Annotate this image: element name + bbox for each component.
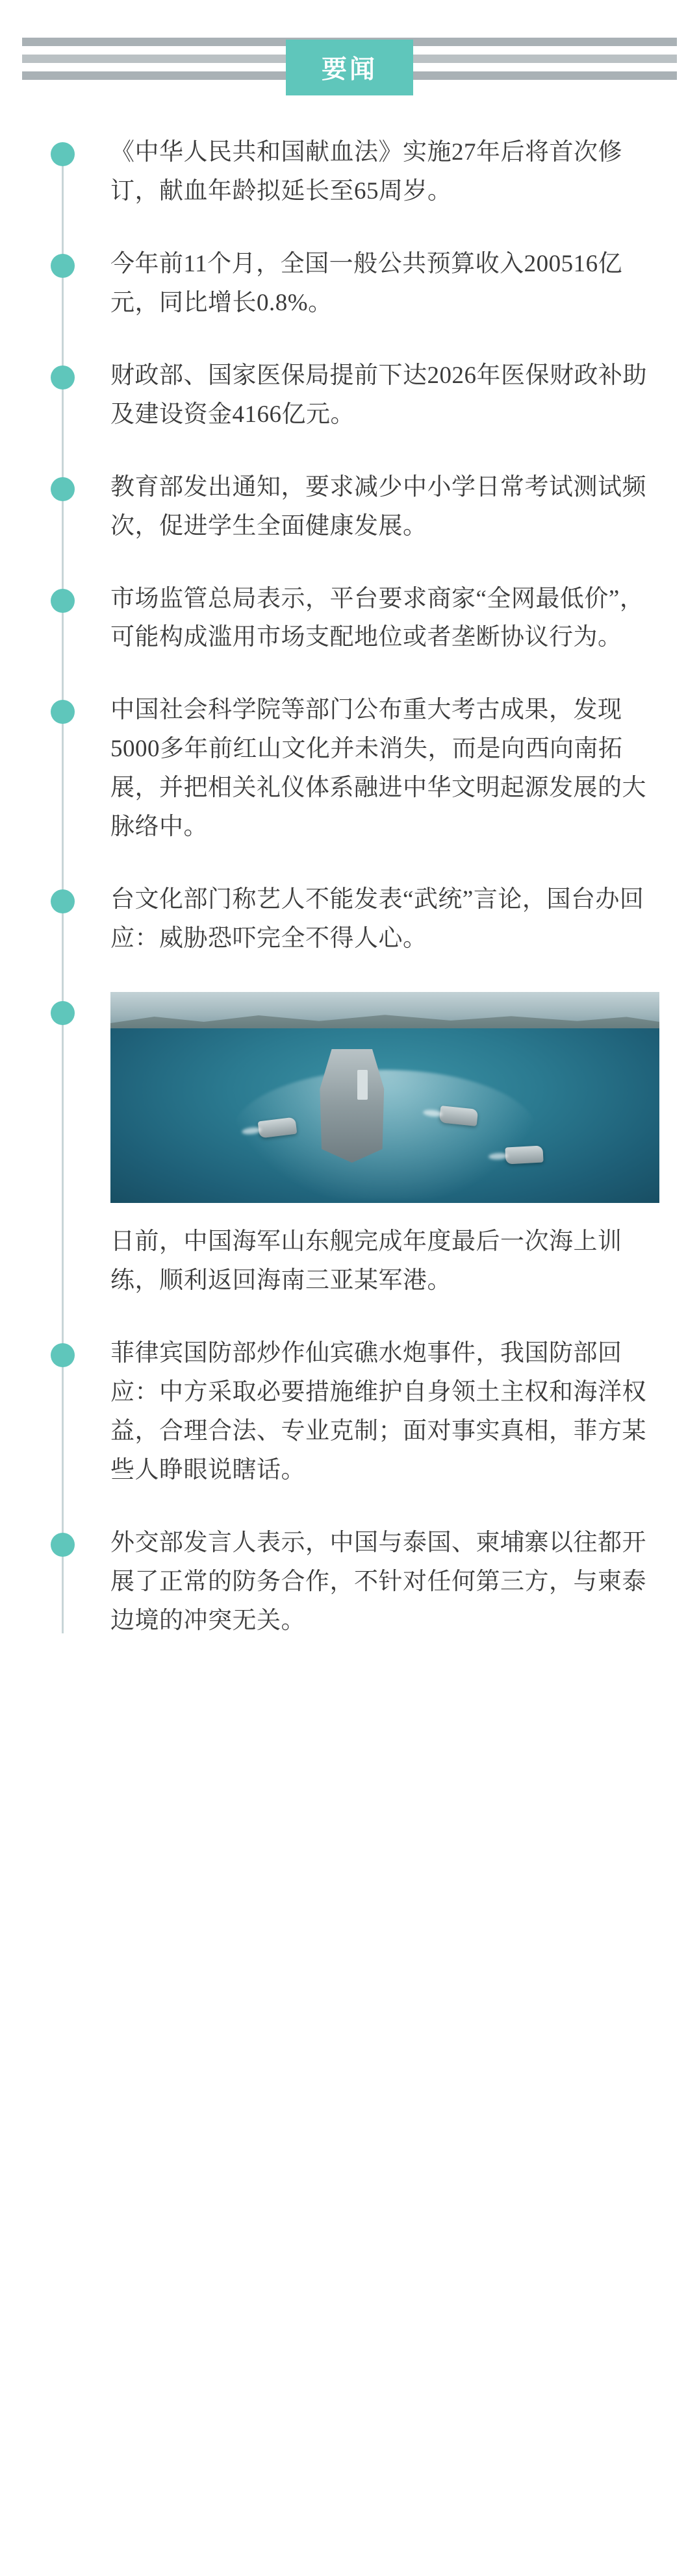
- news-text: 菲律宾国防部炒作仙宾礁水炮事件，我国防部回应：中方采取必要措施维护自身领土主权和海洋权益，合理合法、专业克制；面对事实真相，菲方某些人睁眼说瞎话。: [110, 1339, 646, 1483]
- list-item: [0, 1524, 660, 1641]
- timeline-dot-icon: [51, 889, 75, 913]
- timeline-dot-icon: [51, 365, 75, 390]
- news-text: 市场监管总局表示，平台要求商家“全网最低价”，可能构成滥用市场支配地位或者垄断协议行为。: [110, 585, 644, 651]
- news-text: 教育部发出通知，要求减少中小学日常考试测试频次，促进学生全面健康发展。: [110, 473, 646, 539]
- list-item: [0, 992, 660, 1300]
- page-title: 要闻: [286, 40, 413, 95]
- news-text: 今年前11个月，全国一般公共预算收入200516亿元，同比增长0.8%。: [110, 250, 623, 316]
- timeline-dot-icon: [51, 1001, 75, 1025]
- escort-ship-icon: [505, 1146, 544, 1165]
- aircraft-carrier-photo: [110, 992, 659, 1203]
- timeline-dot-icon: [51, 1343, 75, 1367]
- timeline-dot-icon: [51, 142, 75, 166]
- list-item: [0, 880, 660, 958]
- news-text: 台文化部门称艺人不能发表“武统”言论，国台办回应：威胁恐吓完全不得人心。: [110, 886, 644, 952]
- list-item: [0, 691, 660, 847]
- timeline-dot-icon: [51, 477, 75, 501]
- list-item: [0, 133, 660, 211]
- news-text: 财政部、国家医保局提前下达2026年医保财政补助及建设资金4166亿元。: [110, 362, 647, 428]
- news-text: 外交部发言人表示，中国与泰国、柬埔寨以往都开展了正常的防务合作，不针对任何第三方，与柬泰边境的冲突无关。: [110, 1529, 646, 1634]
- list-item: [0, 245, 660, 323]
- list-item: [0, 580, 660, 658]
- list-item: [0, 1334, 660, 1490]
- timeline-dot-icon: [51, 1533, 75, 1557]
- page-header: [0, 0, 699, 133]
- timeline-dot-icon: [51, 254, 75, 278]
- news-text: 《中华人民共和国献血法》实施27年后将首次修订，献血年龄拟延长至65周岁。: [110, 139, 622, 204]
- timeline-dot-icon: [51, 700, 75, 724]
- list-item: [0, 356, 660, 434]
- news-text: 日前，中国海军山东舰完成年度最后一次海上训练，顺利返回海南三亚某军港。: [110, 1228, 622, 1294]
- news-text: 中国社会科学院等部门公布重大考古成果，发现5000多年前红山文化并未消失，而是向西向南拓展，并把相关礼仪体系融进中华文明起源发展的大脉络中。: [110, 697, 646, 841]
- news-timeline: [0, 133, 699, 1640]
- timeline-dot-icon: [51, 589, 75, 613]
- list-item: [0, 468, 660, 546]
